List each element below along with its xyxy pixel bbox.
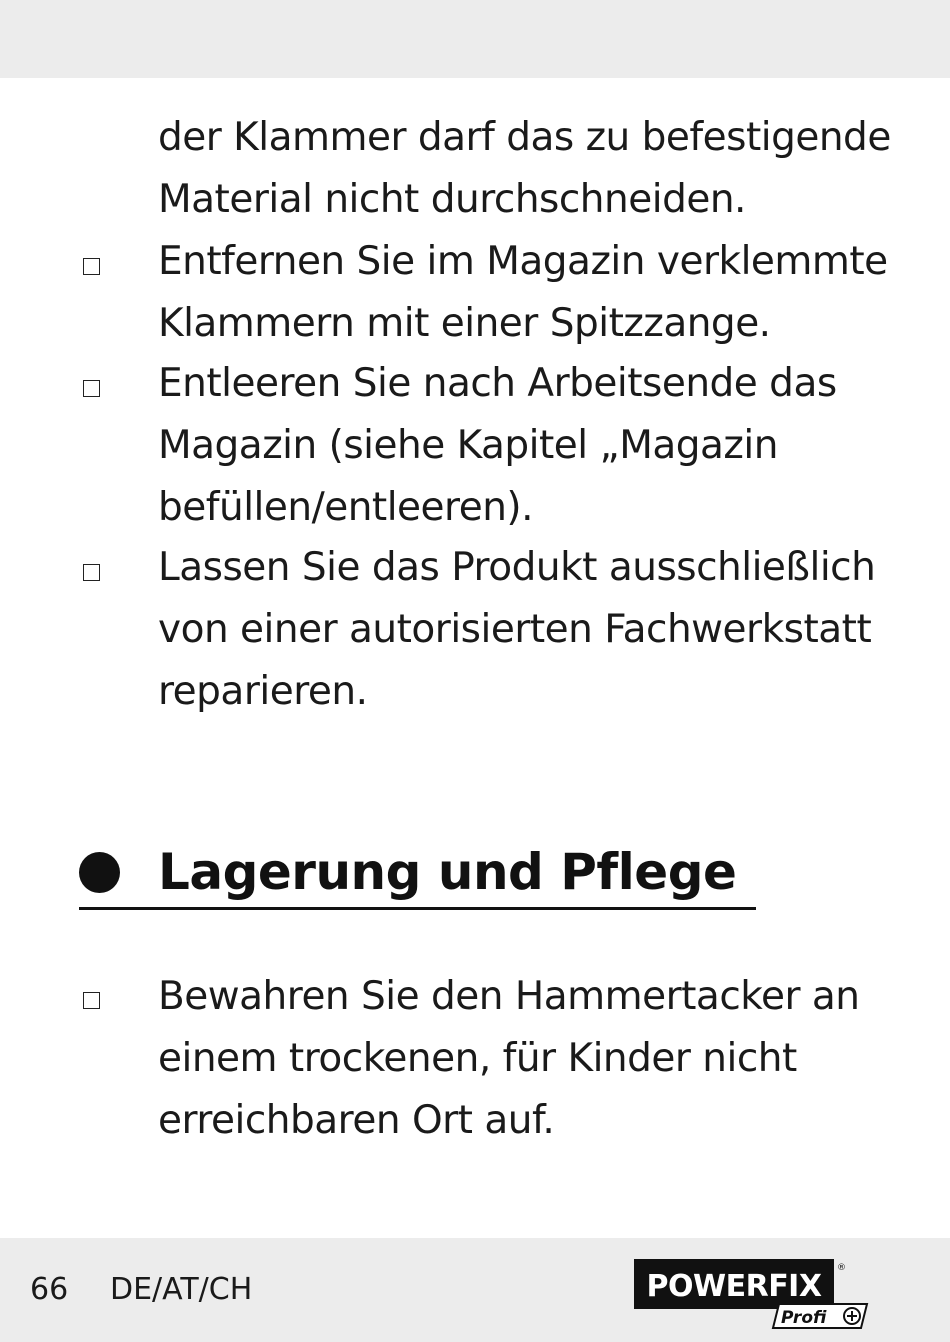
logo-profi-text: Profi <box>781 1308 827 1328</box>
powerfix-logo <box>633 1258 869 1330</box>
section-bullet-line-1: Bewahren Sie den Hammertacker an <box>158 974 860 1019</box>
checkbox-icon <box>83 258 100 275</box>
page-number: 66 <box>30 1272 69 1307</box>
logo-brand-text: POWERFIX <box>646 1269 822 1304</box>
continuation-line-2: Material nicht durchschneiden. <box>158 177 746 222</box>
bullet-3-line-1: Lassen Sie das Produkt ausschließlich <box>158 545 876 590</box>
bullet-1-line-2: Klammern mit einer Spitzzange. <box>158 301 771 346</box>
bullet-1-line-1: Entfernen Sie im Magazin verklemmte <box>158 239 888 284</box>
section-heading: Lagerung und Pflege <box>158 843 737 901</box>
section-bullet-icon <box>79 852 120 893</box>
checkbox-icon <box>83 564 100 581</box>
header-band <box>0 0 950 78</box>
checkbox-icon <box>83 992 100 1009</box>
language-codes: DE/AT/CH <box>110 1272 253 1307</box>
section-bullet-line-2: einem trockenen, für Kinder nicht <box>158 1036 797 1081</box>
bullet-3-line-3: reparieren. <box>158 669 368 714</box>
continuation-line-1: der Klammer darf das zu befestigende <box>158 115 891 160</box>
bullet-2-line-1: Entleeren Sie nach Arbeitsende das <box>158 361 837 406</box>
bullet-2-line-3: befüllen/entleeren). <box>158 485 534 530</box>
bullet-2-line-2: Magazin (siehe Kapitel „Magazin <box>158 423 778 468</box>
section-bullet-line-3: erreichbaren Ort auf. <box>158 1098 555 1143</box>
logo-registered-mark: ® <box>837 1263 846 1273</box>
heading-underline <box>79 907 756 910</box>
bullet-3-line-2: von einer autorisierten Fachwerkstatt <box>158 607 872 652</box>
checkbox-icon <box>83 380 100 397</box>
